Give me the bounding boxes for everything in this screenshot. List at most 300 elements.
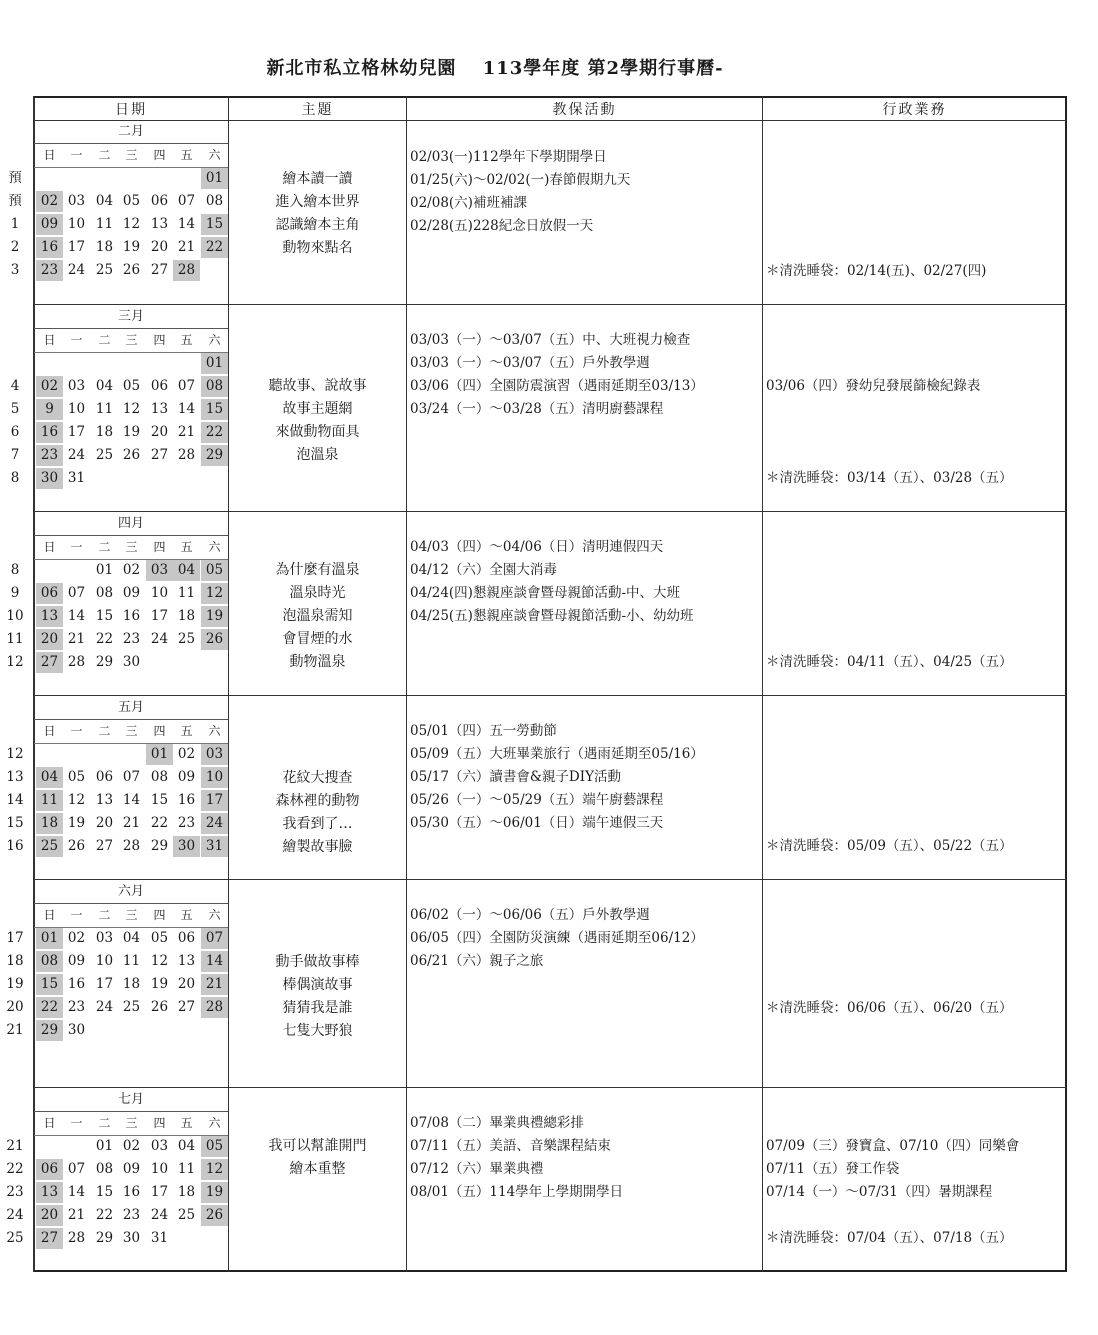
week-number: 15 <box>6 815 24 831</box>
calendar-day: 11 <box>36 790 63 811</box>
calendar-day: 22 <box>95 631 114 647</box>
sleeping-bag-wash-note: ＊清洗睡袋：03/14（五）、03/28（五） <box>766 470 1013 486</box>
calendar-day: 13 <box>177 953 196 969</box>
weekday-label: 六 <box>208 908 221 922</box>
calendar-day: 30 <box>122 654 141 670</box>
calendar-week-row <box>34 259 228 282</box>
calendar-day: 30 <box>67 1022 86 1038</box>
weekday-label: 四 <box>153 908 166 922</box>
calendar-day: 19 <box>201 606 228 627</box>
theme-item: 動手做故事棒 <box>275 954 360 970</box>
header-activities: 教保活動 <box>552 102 617 118</box>
weekday-label: 六 <box>208 148 221 162</box>
activity-item: 02/08(六)補班補課 <box>410 195 527 211</box>
calendar-day: 24 <box>150 1207 169 1223</box>
calendar-day: 03 <box>201 744 228 765</box>
month-section-divider <box>33 511 1067 512</box>
weekday-label: 一 <box>70 333 83 347</box>
calendar-day: 27 <box>95 838 114 854</box>
calendar-day: 23 <box>122 1207 141 1223</box>
calendar-day: 01 <box>36 928 63 949</box>
week-number: 16 <box>6 838 24 854</box>
month-label: 三月 <box>34 306 228 329</box>
month-section-divider <box>33 304 1067 305</box>
calendar-day: 17 <box>95 976 114 992</box>
calendar-day: 10 <box>150 1161 169 1177</box>
weekday-label: 五 <box>180 724 193 738</box>
calendar-day: 14 <box>177 401 196 417</box>
calendar-day: 03 <box>150 1138 169 1154</box>
calendar-day: 16 <box>36 237 63 258</box>
calendar-day: 05 <box>122 193 141 209</box>
calendar-day: 06 <box>36 583 63 604</box>
week-number: 1 <box>10 216 20 232</box>
calendar-day: 08 <box>201 376 228 397</box>
calendar-day: 23 <box>36 260 63 281</box>
calendar-day: 08 <box>95 585 114 601</box>
weekday-label: 三 <box>125 908 138 922</box>
month-label: 二月 <box>34 121 228 144</box>
calendar-day: 31 <box>150 1230 169 1246</box>
calendar-day: 16 <box>67 976 86 992</box>
calendar-week-row <box>34 950 228 973</box>
calendar-day: 29 <box>201 445 228 466</box>
week-number: 23 <box>6 1184 24 1200</box>
calendar-day: 15 <box>95 608 114 624</box>
theme-item: 泡溫泉 <box>296 447 339 463</box>
calendar-day: 06 <box>36 1159 63 1180</box>
week-number: 預 <box>8 170 22 186</box>
weekday-label: 四 <box>153 540 166 554</box>
calendar-day: 06 <box>150 378 169 394</box>
calendar-day: 28 <box>177 447 196 463</box>
calendar-day: 13 <box>36 606 63 627</box>
week-number: 14 <box>6 792 24 808</box>
activity-item: 01/25(六)～02/02(一)春節假期九天 <box>410 172 631 188</box>
week-number: 25 <box>6 1230 24 1246</box>
calendar-day: 09 <box>177 769 196 785</box>
calendar-week-row <box>34 996 228 1019</box>
calendar-day: 25 <box>95 447 114 463</box>
theme-item: 動物來點名 <box>282 240 353 256</box>
weekday-label: 三 <box>125 724 138 738</box>
calendar-day: 26 <box>150 999 169 1015</box>
calendar-day: 11 <box>95 216 114 232</box>
calendar-week-row <box>34 973 228 996</box>
sleeping-bag-wash-note: ＊清洗睡袋：02/14(五)、02/27(四) <box>766 263 987 279</box>
activity-item: 07/12（六）畢業典禮 <box>410 1161 544 1177</box>
calendar-day: 01 <box>146 744 173 765</box>
calendar-week-row <box>34 352 228 375</box>
calendar-week-row <box>34 812 228 835</box>
calendar-day: 22 <box>201 422 228 443</box>
divider-activities-admin <box>762 96 763 1272</box>
calendar-day: 9 <box>36 399 63 420</box>
calendar-day: 04 <box>95 193 114 209</box>
calendar-day: 25 <box>36 836 63 857</box>
weekday-label: 五 <box>180 908 193 922</box>
calendar-day: 07 <box>177 378 196 394</box>
header-admin: 行政業務 <box>882 102 947 118</box>
weekday-header-row <box>34 536 228 560</box>
weekday-label: 日 <box>43 148 56 162</box>
calendar-day: 21 <box>201 974 228 995</box>
calendar-week-row <box>34 743 228 766</box>
week-number: 17 <box>6 930 24 946</box>
weekday-label: 三 <box>125 148 138 162</box>
calendar-day: 26 <box>122 262 141 278</box>
calendar-day: 27 <box>150 447 169 463</box>
weekday-label: 一 <box>70 1116 83 1130</box>
theme-item: 繪本讀一讀 <box>282 171 353 187</box>
calendar-day: 22 <box>201 237 228 258</box>
weekday-label: 六 <box>208 540 221 554</box>
calendar-day: 08 <box>150 769 169 785</box>
calendar-day: 23 <box>67 999 86 1015</box>
week-number: 13 <box>6 769 24 785</box>
activity-item: 06/21（六）親子之旅 <box>410 953 544 969</box>
calendar-day: 20 <box>150 239 169 255</box>
week-number: 24 <box>6 1207 24 1223</box>
calendar-day: 27 <box>36 1228 63 1249</box>
month-section-divider <box>33 879 1067 880</box>
calendar-day: 12 <box>122 216 141 232</box>
calendar-day: 12 <box>122 401 141 417</box>
calendar-day: 26 <box>201 629 228 650</box>
activity-item: 08/01（五）114學年上學期開學日 <box>410 1184 624 1200</box>
calendar-day: 29 <box>95 1230 114 1246</box>
calendar-day: 12 <box>150 953 169 969</box>
calendar-day: 20 <box>177 976 196 992</box>
calendar-day: 20 <box>36 1205 63 1226</box>
calendar-week-row <box>34 1019 228 1042</box>
calendar-day: 17 <box>150 1184 169 1200</box>
calendar-day: 05 <box>201 1136 228 1157</box>
calendar-day: 14 <box>201 951 228 972</box>
theme-item: 繪本重整 <box>289 1161 346 1177</box>
week-number: 20 <box>6 999 24 1015</box>
calendar-day: 04 <box>36 767 63 788</box>
theme-item: 進入繪本世界 <box>275 194 360 210</box>
divider-topic-activities <box>406 96 407 1272</box>
calendar-day: 22 <box>36 997 63 1018</box>
weekday-label: 五 <box>180 333 193 347</box>
calendar-day: 17 <box>67 424 86 440</box>
weekday-label: 三 <box>125 333 138 347</box>
weekday-label: 二 <box>98 148 111 162</box>
admin-item: 07/09（三）發寶盒、07/10（四）同樂會 <box>766 1138 1020 1154</box>
calendar-week-row <box>34 1181 228 1204</box>
calendar-day: 26 <box>201 1205 228 1226</box>
header-date: 日期 <box>115 102 147 118</box>
calendar-day: 21 <box>122 815 141 831</box>
weekday-label: 一 <box>70 724 83 738</box>
calendar-day: 21 <box>67 631 86 647</box>
calendar-day: 25 <box>122 999 141 1015</box>
calendar-day: 18 <box>177 1184 196 1200</box>
calendar-week-row <box>34 582 228 605</box>
activity-item: 06/05（四）全園防災演練（遇雨延期至06/12） <box>410 930 704 946</box>
calendar-week-row <box>34 421 228 444</box>
week-number: 預 <box>8 193 22 209</box>
calendar-day: 13 <box>95 792 114 808</box>
calendar-day: 24 <box>67 447 86 463</box>
calendar-day: 23 <box>122 631 141 647</box>
calendar-day: 10 <box>95 953 114 969</box>
calendar-day: 29 <box>150 838 169 854</box>
theme-item: 認識繪本主角 <box>275 217 360 233</box>
calendar-day: 07 <box>122 769 141 785</box>
calendar-day: 05 <box>122 378 141 394</box>
calendar-day: 25 <box>177 1207 196 1223</box>
activity-item: 02/03(一)112學年下學期開學日 <box>410 149 607 165</box>
calendar-day: 02 <box>67 930 86 946</box>
calendar-week-row <box>34 167 228 190</box>
week-number: 2 <box>10 239 20 255</box>
calendar-day: 15 <box>36 974 63 995</box>
calendar-day: 25 <box>177 631 196 647</box>
calendar-day: 02 <box>122 1138 141 1154</box>
calendar-day: 05 <box>201 560 228 581</box>
activity-item: 04/12（六）全園大消毒 <box>410 562 557 578</box>
calendar-day: 26 <box>122 447 141 463</box>
calendar-day: 09 <box>67 953 86 969</box>
month-label: 四月 <box>34 513 228 536</box>
calendar-day: 14 <box>67 1184 86 1200</box>
calendar-day: 01 <box>201 353 228 374</box>
calendar-day: 07 <box>201 928 228 949</box>
weekday-label: 一 <box>70 908 83 922</box>
calendar-day: 20 <box>150 424 169 440</box>
calendar-day: 24 <box>201 813 228 834</box>
calendar-day: 04 <box>122 930 141 946</box>
activity-item: 04/03（四）～04/06（日）清明連假四天 <box>410 539 664 555</box>
month-label: 五月 <box>34 697 228 720</box>
calendar-week-row <box>34 789 228 812</box>
calendar-day: 09 <box>36 214 63 235</box>
theme-item: 聽故事、說故事 <box>268 378 367 394</box>
calendar-day: 31 <box>201 836 228 857</box>
week-number: 8 <box>10 470 20 486</box>
calendar-day: 12 <box>201 1159 228 1180</box>
calendar-day: 09 <box>122 1161 141 1177</box>
sleeping-bag-wash-note: ＊清洗睡袋：06/06（五）、06/20（五） <box>766 1000 1013 1016</box>
admin-item: 03/06（四）發幼兒發展篩檢紀錄表 <box>766 378 981 394</box>
calendar-day: 27 <box>36 652 63 673</box>
calendar-week-row <box>34 651 228 674</box>
theme-item: 繪製故事臉 <box>282 839 353 855</box>
calendar-day: 17 <box>67 239 86 255</box>
calendar-day: 15 <box>95 1184 114 1200</box>
calendar-week-row <box>34 213 228 236</box>
calendar-day: 16 <box>36 422 63 443</box>
weekday-label: 五 <box>180 1116 193 1130</box>
calendar-day: 10 <box>150 585 169 601</box>
calendar-day: 17 <box>150 608 169 624</box>
calendar-day: 28 <box>201 997 228 1018</box>
calendar-day: 02 <box>122 562 141 578</box>
weekday-label: 二 <box>98 333 111 347</box>
weekday-label: 六 <box>208 333 221 347</box>
calendar-day: 08 <box>205 193 224 209</box>
calendar-day: 04 <box>173 560 200 581</box>
calendar-day: 29 <box>36 1020 63 1041</box>
theme-item: 猜猜我是誰 <box>282 1000 353 1016</box>
weekday-label: 四 <box>153 724 166 738</box>
calendar-day: 04 <box>177 1138 196 1154</box>
activity-item: 05/01（四）五一勞動節 <box>410 723 557 739</box>
theme-item: 泡溫泉需知 <box>282 608 353 624</box>
activity-item: 02/28(五)228紀念日放假一天 <box>410 218 594 234</box>
calendar-day: 31 <box>67 470 86 486</box>
calendar-day: 11 <box>177 585 196 601</box>
weekday-label: 一 <box>70 540 83 554</box>
weekday-label: 二 <box>98 724 111 738</box>
calendar-day: 11 <box>177 1161 196 1177</box>
calendar-day: 01 <box>201 168 228 189</box>
calendar-day: 29 <box>95 654 114 670</box>
calendar-week-row <box>34 559 228 582</box>
calendar-day: 13 <box>36 1182 63 1203</box>
calendar-day: 23 <box>177 815 196 831</box>
calendar-day: 17 <box>201 790 228 811</box>
calendar-day: 09 <box>122 585 141 601</box>
weekday-label: 三 <box>125 540 138 554</box>
calendar-day: 19 <box>122 239 141 255</box>
weekday-label: 五 <box>180 148 193 162</box>
calendar-day: 23 <box>36 445 63 466</box>
week-number: 21 <box>6 1138 24 1154</box>
month-label: 七月 <box>34 1089 228 1112</box>
calendar-day: 08 <box>36 951 63 972</box>
activity-item: 04/24(四)懇親座談會暨母親節活動-中、大班 <box>410 585 680 601</box>
calendar-day: 18 <box>177 608 196 624</box>
calendar-day: 20 <box>95 815 114 831</box>
calendar-day: 14 <box>67 608 86 624</box>
calendar-week-row <box>34 1135 228 1158</box>
divider-date-topic <box>228 96 229 1272</box>
calendar-day: 03 <box>146 560 173 581</box>
calendar-week-row <box>34 1158 228 1181</box>
weekday-header-row <box>34 1112 228 1136</box>
activity-item: 05/26（一）～05/29（五）端午廚藝課程 <box>410 792 664 808</box>
week-number: 12 <box>6 654 24 670</box>
calendar-day: 18 <box>36 813 63 834</box>
calendar-day: 12 <box>201 583 228 604</box>
calendar-day: 11 <box>122 953 141 969</box>
calendar-day: 16 <box>122 1184 141 1200</box>
admin-item: 07/14（一）～07/31（四）暑期課程 <box>766 1184 993 1200</box>
sleeping-bag-wash-note: ＊清洗睡袋：07/04（五）、07/18（五） <box>766 1230 1013 1246</box>
calendar-week-row <box>34 605 228 628</box>
calendar-day: 20 <box>36 629 63 650</box>
calendar-day: 01 <box>95 1138 114 1154</box>
calendar-day: 06 <box>150 193 169 209</box>
weekday-label: 二 <box>98 1116 111 1130</box>
calendar-day: 15 <box>150 792 169 808</box>
calendar-day: 26 <box>67 838 86 854</box>
calendar-day: 28 <box>173 260 200 281</box>
calendar-week-row <box>34 444 228 467</box>
weekday-label: 六 <box>208 724 221 738</box>
calendar-day: 15 <box>201 214 228 235</box>
calendar-day: 22 <box>150 815 169 831</box>
weekday-label: 日 <box>43 1116 56 1130</box>
activity-item: 07/11（五）美語、音樂課程結束 <box>410 1138 611 1154</box>
calendar-day: 28 <box>67 1230 86 1246</box>
week-number: 7 <box>10 447 20 463</box>
calendar-day: 10 <box>67 216 86 232</box>
week-number: 9 <box>10 585 20 601</box>
calendar-week-row <box>34 236 228 259</box>
calendar-day: 30 <box>173 836 200 857</box>
weekday-label: 四 <box>153 1116 166 1130</box>
calendar-day: 19 <box>150 976 169 992</box>
calendar-day: 18 <box>95 424 114 440</box>
week-number: 10 <box>6 608 24 624</box>
calendar-day: 28 <box>67 654 86 670</box>
calendar-day: 07 <box>67 1161 86 1177</box>
theme-item: 來做動物面具 <box>275 424 360 440</box>
calendar-day: 19 <box>67 815 86 831</box>
calendar-day: 02 <box>36 376 63 397</box>
calendar-day: 02 <box>36 191 63 212</box>
theme-item: 花紋大搜查 <box>282 770 353 786</box>
theme-item: 棒偶演故事 <box>282 977 353 993</box>
weekday-label: 日 <box>43 908 56 922</box>
month-section-divider <box>33 1087 1067 1088</box>
calendar-day: 05 <box>150 930 169 946</box>
activity-item: 05/17（六）讀書會&親子DIY活動 <box>410 769 621 785</box>
week-number: 19 <box>6 976 24 992</box>
calendar-day: 25 <box>95 262 114 278</box>
calendar-week-row <box>34 375 228 398</box>
week-number: 8 <box>10 562 20 578</box>
admin-item: 07/11（五）發工作袋 <box>766 1161 900 1177</box>
weekday-label: 五 <box>180 540 193 554</box>
weekday-label: 四 <box>153 148 166 162</box>
theme-item: 森林裡的動物 <box>275 793 360 809</box>
week-number: 11 <box>6 631 24 647</box>
calendar-day: 07 <box>177 193 196 209</box>
calendar-day: 24 <box>95 999 114 1015</box>
calendar-day: 04 <box>95 378 114 394</box>
calendar-day: 21 <box>177 424 196 440</box>
calendar-day: 21 <box>177 239 196 255</box>
calendar-day: 21 <box>67 1207 86 1223</box>
calendar-day: 15 <box>201 399 228 420</box>
weekday-label: 三 <box>125 1116 138 1130</box>
calendar-day: 05 <box>67 769 86 785</box>
theme-item: 動物溫泉 <box>289 654 346 670</box>
calendar-day: 03 <box>95 930 114 946</box>
activity-item: 04/25(五)懇親座談會暨母親節活動-小、幼幼班 <box>410 608 694 624</box>
calendar-day: 18 <box>95 239 114 255</box>
theme-item: 會冒煙的水 <box>282 631 353 647</box>
calendar-day: 19 <box>122 424 141 440</box>
calendar-week-row <box>34 766 228 789</box>
calendar-day: 03 <box>67 378 86 394</box>
calendar-day: 28 <box>122 838 141 854</box>
activity-item: 03/03（一）～03/07（五）中、大班視力檢查 <box>410 332 691 348</box>
calendar-day: 16 <box>122 608 141 624</box>
activity-item: 03/06（四）全園防震演習（遇雨延期至03/13） <box>410 378 704 394</box>
calendar-day: 24 <box>150 631 169 647</box>
calendar-day: 14 <box>177 216 196 232</box>
month-label: 六月 <box>34 881 228 904</box>
calendar-week-row <box>34 1204 228 1227</box>
calendar-week-row <box>34 190 228 213</box>
